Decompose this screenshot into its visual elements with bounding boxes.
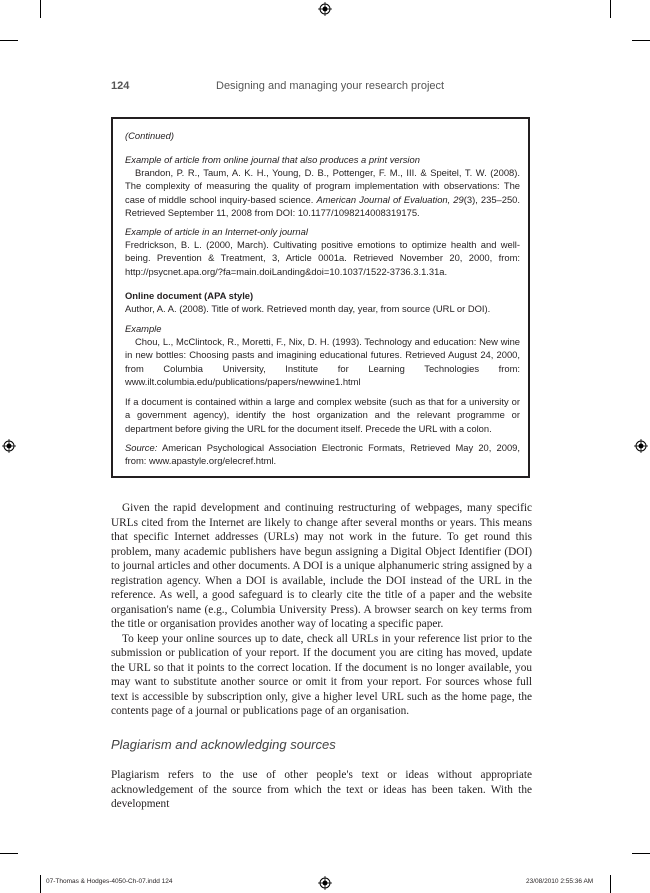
running-title: Designing and managing your research project bbox=[216, 80, 445, 92]
crop-mark bbox=[610, 875, 611, 893]
registration-mark-icon bbox=[318, 876, 332, 890]
continued-label: (Continued) bbox=[125, 130, 174, 141]
section-heading: Plagiarism and acknowledging sources bbox=[111, 737, 336, 752]
section-subheading: Online document (APA style) bbox=[125, 290, 254, 301]
crop-mark bbox=[632, 853, 650, 854]
example-heading: Example of article from online journal that also produces a print version bbox=[125, 154, 420, 165]
registration-mark-icon bbox=[634, 439, 648, 453]
reference-entry: Chou, L., McClintock, R., Moretti, F., Nix, D. H. (1993). Technology and education: New wine in new bottles: Choosing pasts and imagining educational futures. Retrieved August 24, 2000, from Columbia University, Institute for Learning Technologies from: www.ilt.columbia.edu/publications/papers/newwine1.html bbox=[125, 336, 520, 388]
print-timestamp: 23/08/2010 2:55:36 AM bbox=[526, 878, 594, 885]
reference-entry: Fredrickson, B. L. (2000, March). Cultivating positive emotions to optimize health and well-being. Prevention & Treatment, 3, Article 0001a. Retrieved November 20, 2000, from: http://psycnet.apa.org/?fa=main.doiLanding&doi=10.1037/1522-3736.3.1.31a. bbox=[125, 239, 520, 277]
file-slug: 07-Thomas & Hodges-4050-Ch-07.indd 124 bbox=[46, 878, 173, 885]
crop-mark bbox=[610, 0, 611, 18]
format-template: Author, A. A. (2008). Title of work. Retrieved month day, year, from source (URL or DOI). bbox=[125, 303, 491, 314]
example-heading: Example of article in an Internet-only journal bbox=[125, 226, 308, 237]
body-text bbox=[111, 768, 532, 812]
crop-mark bbox=[0, 853, 18, 854]
paragraph: Plagiarism refers to the use of other people's text or ideas without appropriate acknowledgement of the source from which the text or ideas has been taken. With the development bbox=[111, 769, 532, 810]
example-heading: Example bbox=[125, 323, 162, 334]
crop-mark bbox=[40, 0, 41, 18]
paragraph: To keep your online sources up to date, check all URLs in your reference list prior to the submission or publication of your report. If the document you are citing has moved, update the URL so that it points to the correct location. If the document is no longer available, you may want to substitute another source or omit it from your report. For sources whose full text is accessible by subscription only, give a higher level URL such as the home page, the contents page of a journal or publications page of an organisation. bbox=[111, 632, 532, 717]
crop-mark bbox=[632, 40, 650, 41]
page-number: 124 bbox=[111, 80, 130, 92]
reference-entry: Brandon, P. R., Taum, A. K. H., Young, D. B., Pottenger, F. M., III. & Speitel, T. W. (2008). The complexity of measuring the quality of program implementation with observations: The case of middle school inquiry-based science. American Journal of Evaluation, 29(3), 235–250. Retrieved September 11, 2008 from DOI: 10.1177/1098214008319175. bbox=[125, 167, 520, 219]
crop-mark bbox=[40, 875, 41, 893]
box-note: If a document is contained within a large and complex website (such as that for a university or a government agency), identify the host organization and the relevant programme or department before giving the URL for the document itself. Precede the URL with a colon. bbox=[125, 396, 520, 434]
box-source: Source: American Psychological Association Electronic Formats, Retrieved May 20, 2009, from: www.apastyle.org/elecref.html. bbox=[125, 442, 520, 467]
registration-mark-icon bbox=[318, 2, 332, 16]
paragraph: Given the rapid development and continuing restructuring of webpages, many specific URLs cited from the Internet are likely to change after several months or years. This means that specific Internet addresses (URLs) may not work in the future. To get round this problem, many academic publishers have begun assigning a Digital Object Identifier (DOI) to journal articles and other documents. A DOI is a unique alphanumeric string assigned by a registration agency. When a DOI is available, include the DOI instead of the URL in the reference. As well, a good safeguard is to clearly cite the title of a paper and the website organisation's name (e.g., Columbia University Press). A browser search on key terms from the title or organisation provides another way of locating a specific paper. bbox=[111, 502, 532, 630]
reference-example-box bbox=[111, 117, 530, 478]
crop-mark bbox=[0, 40, 18, 41]
registration-mark-icon bbox=[2, 439, 16, 453]
body-text bbox=[111, 501, 532, 719]
